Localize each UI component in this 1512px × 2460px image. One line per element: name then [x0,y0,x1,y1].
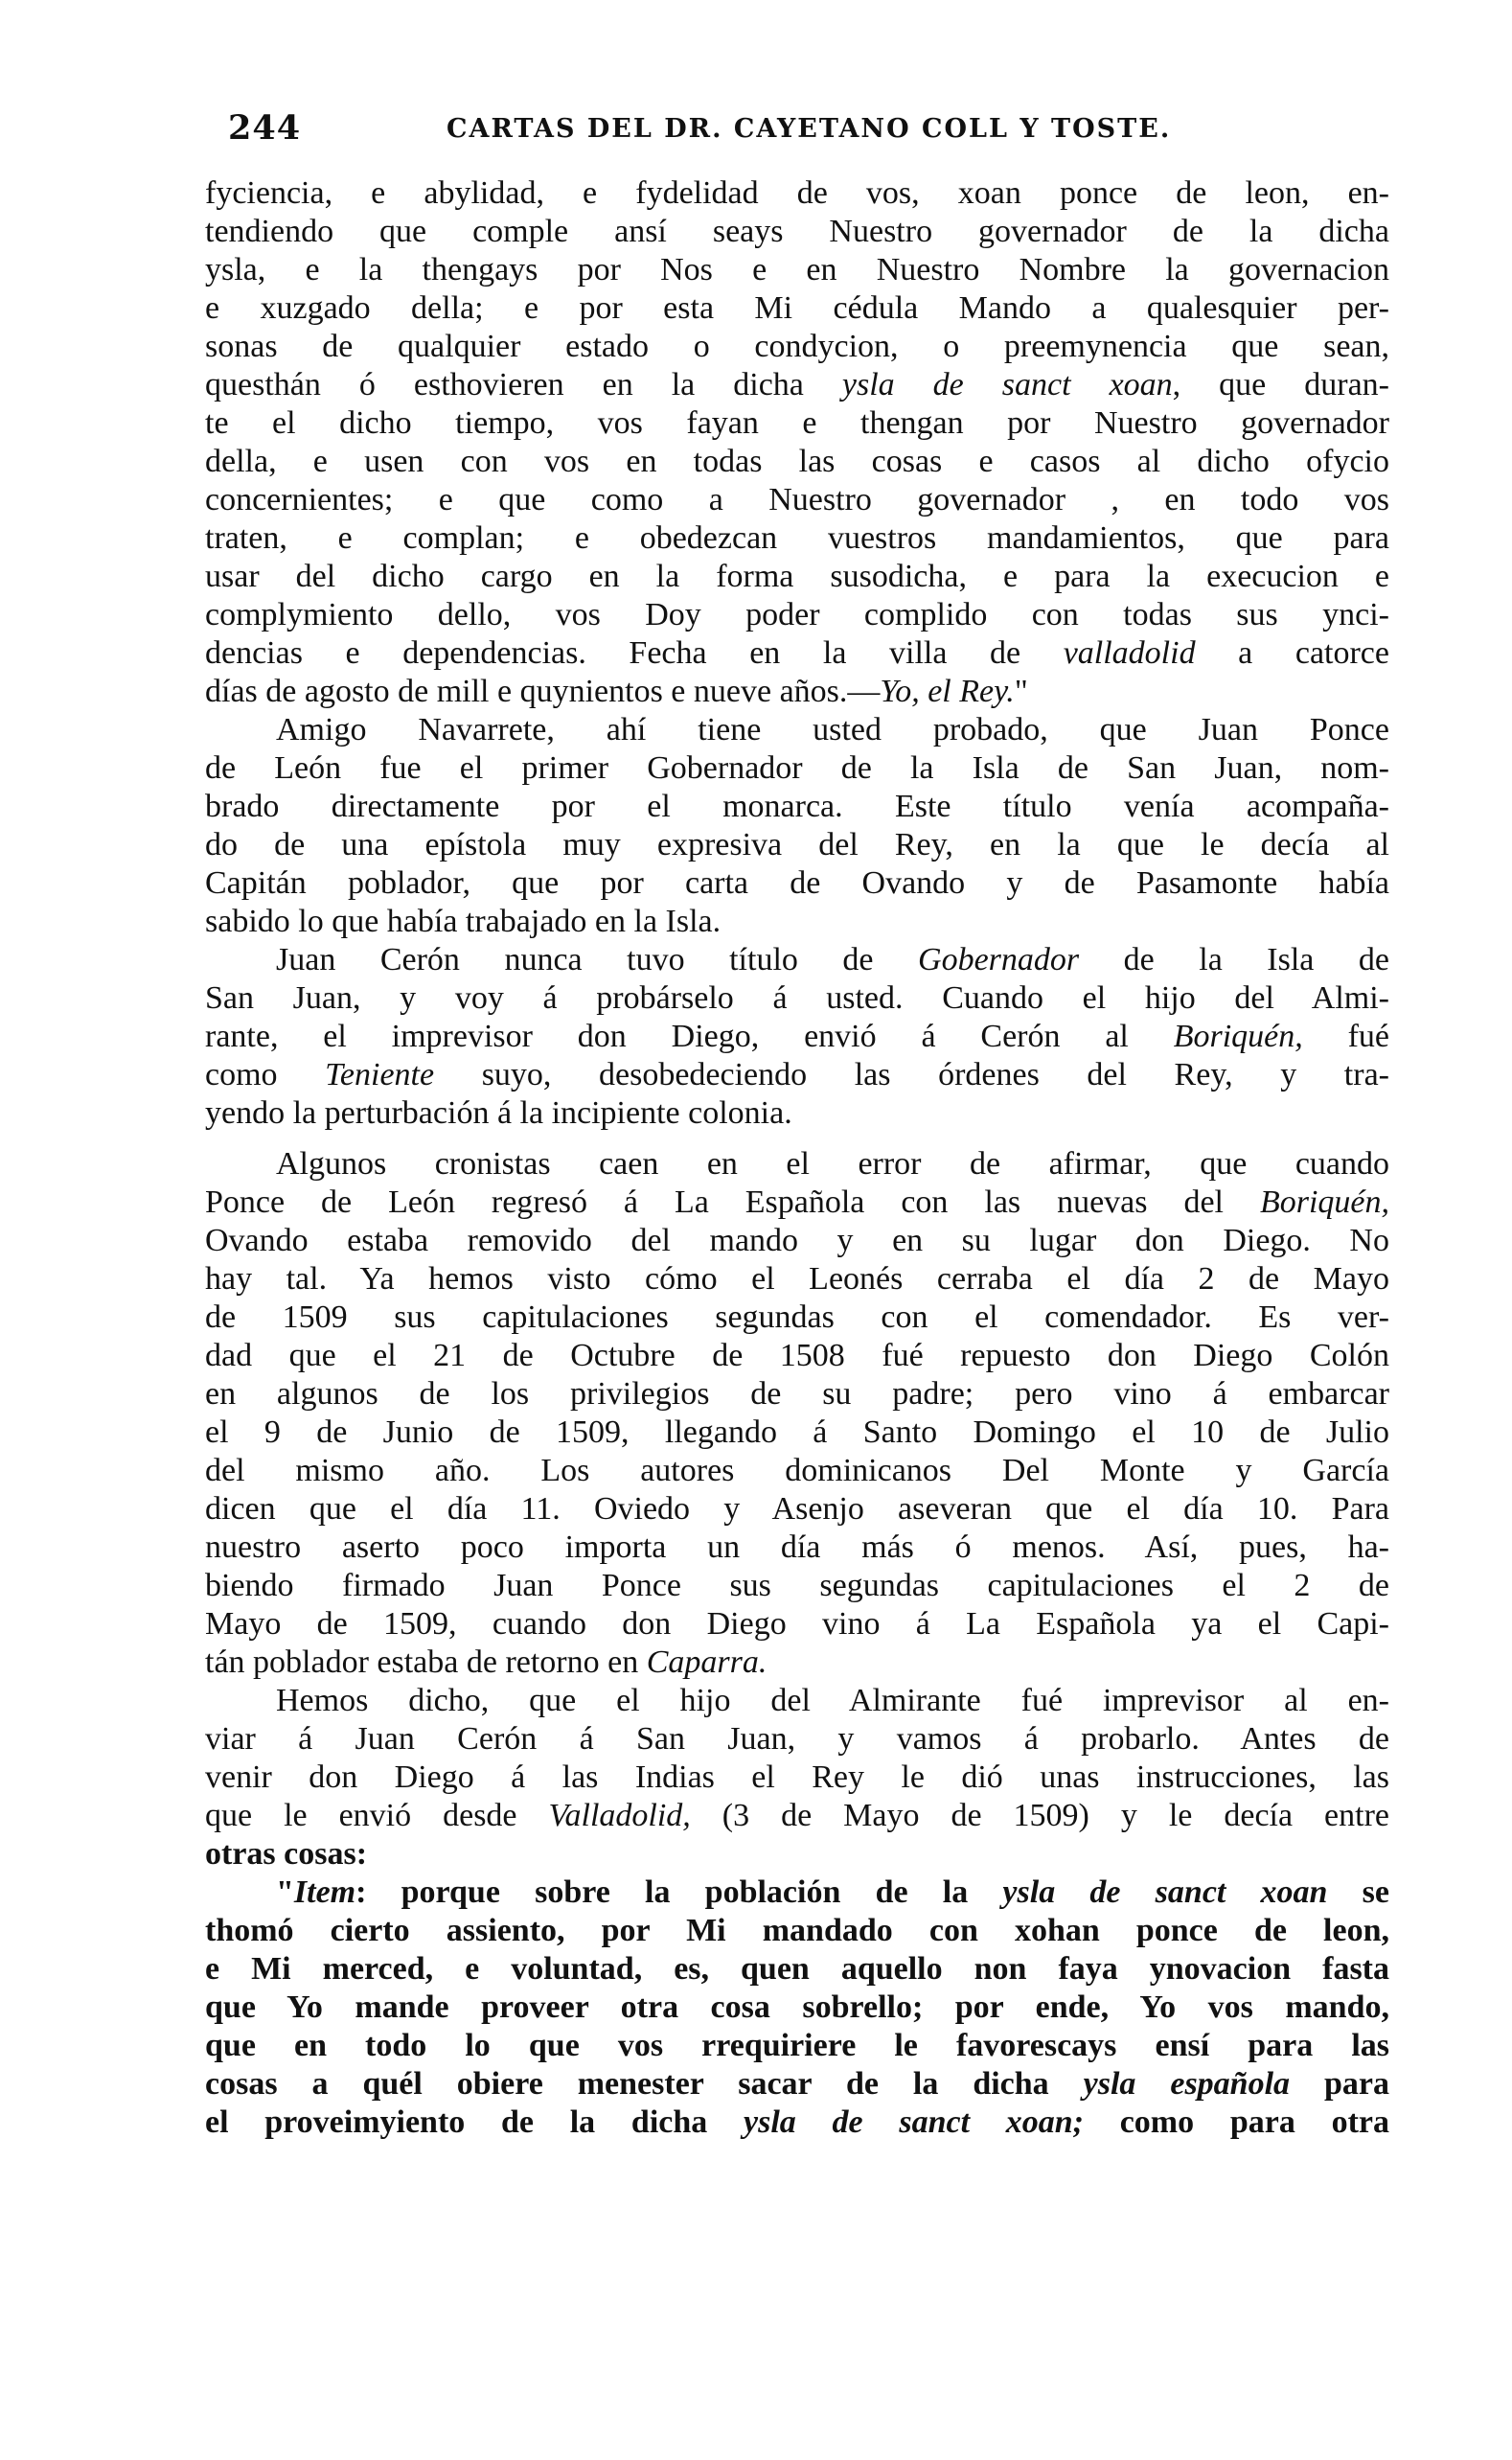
italic-phrase: valladolid [1063,635,1196,671]
text-line: brado directamente por el monarca. Este título venía acompaña- [205,789,1389,824]
text-line: Algunos cronistas caen en el error de afirmar, que cuando [276,1146,1389,1182]
text-line: Mayo de 1509, cuando don Diego vino á La Española ya el Capi- [205,1606,1389,1642]
text-line: ysla, e la thengays por Nos e en Nuestro Nombre la governacion [205,252,1389,287]
text-line: rante, el imprevisor don Diego, envió á Cerón al Boriquén, fué [205,1019,1390,1054]
italic-phrase: Teniente [325,1057,435,1092]
paragraph [205,711,1389,941]
text-line: traten, e complan; e obedezcan vuestros mandamientos, que para [205,520,1389,556]
text-line: sonas de qualquier estado o condycion, o preemynencia que sean, [205,329,1389,364]
running-head [228,108,1393,156]
text-line: Ponce de León regresó á La Española con las nuevas del Boriquén, [205,1184,1389,1220]
text-line: complymiento dello, vos Doy poder complido con todas sus ynci- [205,597,1389,632]
text-line: dencias e dependencias. Fecha en la villa de valladolid a catorce [205,635,1389,671]
text-line: en algunos de los privilegios de su padre; pero vino á embarcar [205,1376,1389,1412]
text-line: el 9 de Junio de 1509, llegando á Santo Domingo el 10 de Julio [205,1414,1389,1450]
text-line: del mismo año. Los autores dominicanos Del Monte y García [205,1453,1389,1488]
text-line: el proveimyiento de la dicha ysla de sanct xoan; como para otra [205,2104,1390,2140]
text-line: otras cosas: [205,1836,368,1872]
paragraph-gap [205,1133,1389,1145]
text-line: que Yo mande proveer otra cosa sobrello; por ende, Yo vos mando, [205,1989,1389,2025]
text-line: días de agosto de mill e quynientos e nueve años.—Yo, el Rey." [205,674,1028,709]
text-line: tendiendo que comple ansí seays Nuestro governador de la dicha [205,214,1389,249]
italic-phrase: ysla española [1083,2066,1291,2102]
paragraph-decree-continuation [205,174,1389,711]
page-number: 244 [228,108,302,148]
text-line: de León fue el primer Gobernador de la Isla de San Juan, nom- [205,750,1389,786]
text-line: e xuzgado della; e por esta Mi cédula Mando a qualesquier per- [205,290,1389,326]
text-line: viar á Juan Cerón á San Juan, y vamos á probarlo. Antes de [205,1721,1389,1757]
text-line: concernientes; e que como a Nuestro governador , en todo vos [205,482,1389,517]
text-line: yendo la perturbación á la incipiente colonia. [205,1095,792,1131]
text-line: Ovando estaba removido del mando y en su lugar don Diego. No [205,1223,1389,1258]
text-line: venir don Diego á las Indias el Rey le dió unas instrucciones, las [205,1759,1389,1795]
text-line: do de una epístola muy expresiva del Rey, en la que le decía al [205,827,1389,862]
paragraph [205,941,1389,1133]
body-text [205,174,1389,2142]
text-line: nuestro aserto poco importa un día más ó menos. Así, pues, ha- [205,1529,1389,1565]
italic-phrase: Yo, el Rey. [880,674,1015,709]
text-line: e Mi merced, e voluntad, es, quen aquello non faya ynovacion fasta [205,1951,1389,1987]
text-line: sabido lo que había trabajado en la Isla. [205,904,722,939]
paragraph-quoted-instructions [205,1874,1389,2142]
text-line: de 1509 sus capitulaciones segundas con el comendador. Es ver- [205,1299,1389,1335]
italic-phrase: ysla de sanct xoan; [744,2104,1084,2140]
text-line: como Teniente suyo, desobedeciendo las órdenes del Rey, y tra- [205,1057,1389,1092]
text-line: Juan Cerón nunca tuvo título de Gobernador de la Isla de [276,942,1389,977]
italic-phrase: Boriquén, [1173,1019,1303,1054]
text-line: della, e usen con vos en todas las cosas e casos al dicho ofycio [205,444,1389,479]
paragraph [205,1682,1389,1874]
text-line: usar del dicho cargo en la forma susodicha, e para la execucion e [205,559,1389,594]
text-line: tán poblador estaba de retorno en Caparra. [205,1644,767,1680]
italic-phrase: Caparra. [646,1644,767,1680]
text-line: dicen que el día 11. Oviedo y Asenjo aseveran que el día 10. Para [205,1491,1389,1527]
text-line: "Item: porque sobre la población de la ysla de sanct xoan se [276,1874,1389,1910]
text-line: fyciencia, e abylidad, e fydelidad de vos, xoan ponce de leon, en- [205,175,1389,211]
text-line: thomó cierto assiento, por Mi mandado con xohan ponce de leon, [205,1913,1389,1948]
paragraph [205,1145,1389,1682]
text-line: questhán ó esthovieren en la dicha ysla de sanct xoan, que duran- [205,367,1390,402]
text-line: Capitán poblador, que por carta de Ovando y de Pasamonte había [205,865,1389,901]
italic-phrase: ysla de sanct xoan [1002,1874,1328,1910]
italic-phrase: ysla de sanct xoan [841,367,1173,402]
italic-phrase: Item [293,1874,356,1910]
text-line: te el dicho tiempo, vos fayan e thengan por Nuestro governador [205,405,1389,441]
text-line: que en todo lo que vos rrequiriere le favorescays ensí para las [205,2028,1389,2063]
text-line: Hemos dicho, que el hijo del Almirante fué imprevisor al en- [276,1683,1389,1718]
running-title: CARTAS DEL DR. CAYETANO COLL Y TOSTE. [447,114,1172,144]
text-line: cosas a quél obiere menester sacar de la dicha ysla española para [205,2066,1389,2102]
text-line: hay tal. Ya hemos visto cómo el Leonés cerraba el día 2 de Mayo [205,1261,1389,1297]
text-line: dad que el 21 de Octubre de 1508 fué repuesto don Diego Colón [205,1338,1389,1373]
italic-phrase: Valladolid, [548,1798,691,1833]
text-line: biendo firmado Juan Ponce sus segundas capitulaciones el 2 de [205,1568,1389,1603]
text-line: que le envió desde Valladolid, (3 de Mayo de 1509) y le decía entre [205,1798,1390,1833]
italic-phrase: Gobernador [918,942,1080,977]
text-line: San Juan, y voy á probárselo á usted. Cuando el hijo del Almi- [205,980,1389,1016]
italic-phrase: Boriquén, [1259,1184,1389,1220]
text-line: Amigo Navarrete, ahí tiene usted probado, que Juan Ponce [276,712,1389,747]
